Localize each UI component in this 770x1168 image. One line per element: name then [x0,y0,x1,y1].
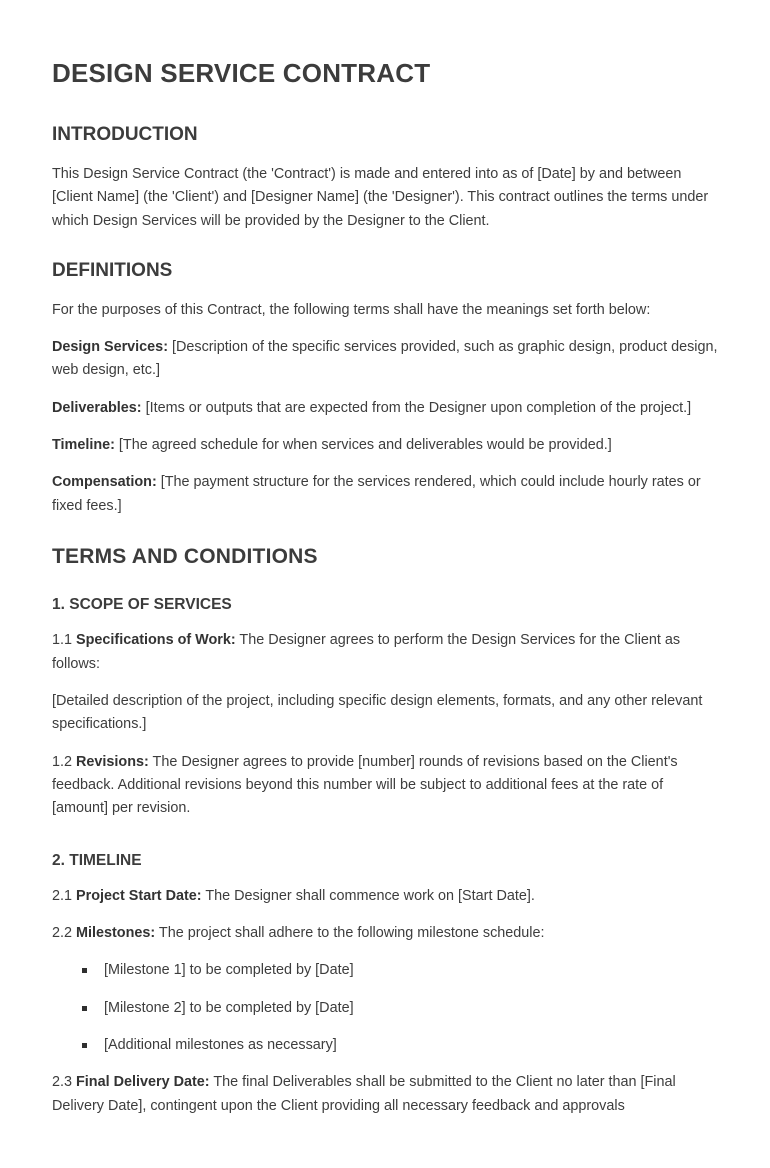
clause-text: The final Deliverables shall be submitted to the Client no later than [Final Delivery Date], contingent upon the Client providing all necessary feedback and approvals [52,1074,676,1114]
list-item: [Milestone 1] to be completed by [Date] [52,959,718,982]
clause-text: [Detailed description of the project, including specific design elements, formats, and any other relevant specifications.] [52,692,703,733]
clause-timeline [52,851,718,1118]
definition-term: Timeline: [52,436,115,453]
clause-number: 1.1 [52,632,77,649]
clause-heading-scope: 1. SCOPE OF SERVICES [52,596,232,614]
definition-item [52,434,718,457]
section-spacer [52,837,718,851]
definitions-intro: For the purposes of this Contract, the following terms shall have the meanings set forth below: [52,301,651,318]
section-definitions [52,259,718,518]
terms-heading: TERMS AND CONDITIONS [52,544,318,568]
definition-term: Design Services: [52,339,168,355]
clause-item [52,690,718,737]
clause-number: 1.2 [52,753,77,770]
milestone-list [52,959,718,1057]
clause-number: 2.1 [52,887,77,904]
list-item: [Milestone 2] to be completed by [Date] [52,997,718,1020]
section-introduction [52,123,718,233]
section-heading-introduction: INTRODUCTION [52,124,198,146]
introduction-paragraph: This Design Service Contract (the 'Contract') is made and entered into as of [Date] by and between [Client Name] (the 'Client') and [Designer Name] (the 'Designer'). This contract outlines the terms under which Design Services will be provided by the Designer to the Client. [52,165,709,229]
clause-scope-of-services [52,595,718,820]
clause-text: The Designer shall commence work on [Start Date]. [201,887,535,904]
clause-label: Project Start Date: [76,887,202,904]
clause-text: The project shall adhere to the following milestone schedule: [155,925,545,942]
clause-label: Milestones: [76,925,156,942]
clause-label: Specifications of Work: [76,632,236,649]
clause-text: The Designer agrees to perform the Design Services for the Client as follows: [52,632,681,672]
section-heading-definitions: DEFINITIONS [52,259,173,281]
clause-item [52,885,718,908]
definition-item [52,471,718,518]
clause-number: 2.2 [52,925,77,942]
clause-number: 2.3 [52,1074,77,1091]
definition-item [52,397,718,420]
clause-label: Final Delivery Date: [76,1074,210,1091]
definition-text: [Description of the specific services provided, such as graphic design, product design, web design, etc.] [52,339,718,379]
definition-item [52,336,718,383]
clause-heading-timeline: 2. TIMELINE [52,851,142,869]
clause-text: The Designer agrees to provide [number] rounds of revisions based on the Client's feedback. Additional revisions beyond this number will be subject to additional fees at the rate of [amount] per revision. [52,753,678,817]
section-terms-and-conditions [52,544,718,1118]
page-title: DESIGN SERVICE CONTRACT [52,58,431,88]
clause-item [52,629,718,676]
clause-item [52,751,718,821]
definition-text: [The agreed schedule for when services and deliverables would be provided.] [114,436,612,453]
definition-text: [The payment structure for the services rendered, which could include hourly rates or fixed fees.] [52,474,701,514]
clause-item [52,922,718,945]
definition-term: Compensation: [52,474,157,491]
definition-term: Deliverables: [52,399,142,416]
list-item: [Additional milestones as necessary] [52,1034,718,1057]
clause-item [52,1071,718,1118]
clause-label: Revisions: [76,753,149,770]
definition-text: [Items or outputs that are expected from the Designer upon completion of the project.] [141,399,692,416]
